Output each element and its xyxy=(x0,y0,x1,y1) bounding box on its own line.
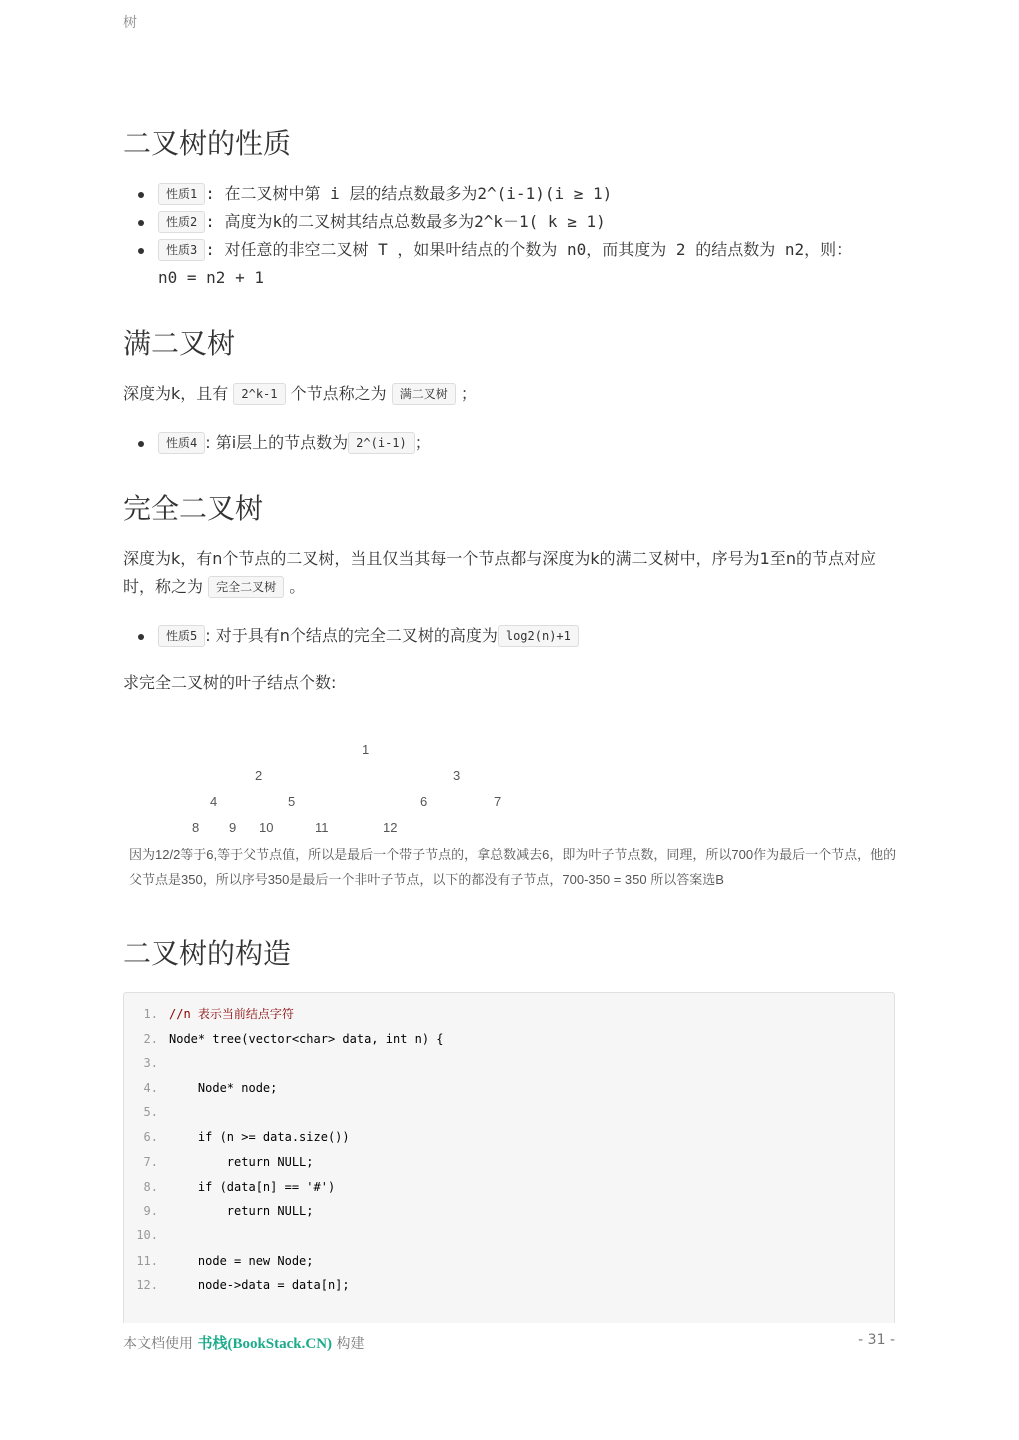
tree-node: 8 xyxy=(192,820,200,835)
list-item xyxy=(123,208,895,236)
code-line xyxy=(124,1223,894,1247)
page-number: - 31 - xyxy=(858,1332,895,1348)
property-text: : 对任意的非空二叉树 T ，如果叶结点的个数为 n0，而其度为 2 的结点数为 n2，则：n0 = n2 + 1 xyxy=(158,240,853,287)
line-number: 4. xyxy=(143,1081,158,1095)
property-tag: 性质2 xyxy=(158,211,205,233)
tree-figure xyxy=(123,730,895,900)
code-source: if (data[n] == '#') xyxy=(169,1180,336,1194)
line-number: 5. xyxy=(143,1105,158,1119)
list-item xyxy=(123,429,895,457)
full-tree-definition xyxy=(123,380,895,408)
code-line xyxy=(124,1150,894,1174)
text: ； xyxy=(414,433,431,452)
inline-code: 2^(i-1) xyxy=(348,432,415,454)
tree-node: 3 xyxy=(453,768,461,783)
line-number: 9. xyxy=(143,1204,158,1218)
tree-node: 4 xyxy=(210,794,218,809)
inline-code: 2^k-1 xyxy=(233,383,285,405)
heading-properties: 二叉树的性质 xyxy=(123,127,292,160)
complete-tree-definition xyxy=(123,545,895,601)
code-line xyxy=(124,1051,894,1075)
property-tag: 性质4 xyxy=(158,432,205,454)
code-source: node = new Node; xyxy=(169,1254,314,1268)
code-line xyxy=(124,1027,894,1051)
tree-node: 10 xyxy=(259,820,274,835)
code-line xyxy=(124,1199,894,1223)
property-text: : 第i层上的节点数为 xyxy=(205,433,349,452)
tree-node: 9 xyxy=(229,820,237,835)
list-item xyxy=(123,236,895,292)
tree-node: 1 xyxy=(362,742,370,757)
property-text: : 对于具有n个结点的完全二叉树的高度为 xyxy=(205,626,498,645)
code-source: return NULL; xyxy=(169,1155,314,1169)
text: 。 xyxy=(289,577,306,596)
code-block xyxy=(123,992,895,1323)
tree-node: 2 xyxy=(255,768,263,783)
heading-complete-tree: 完全二叉树 xyxy=(123,492,264,525)
footer-suffix: 构建 xyxy=(336,1336,365,1352)
tree-node: 5 xyxy=(288,794,296,809)
code-line xyxy=(124,1175,894,1199)
property-tag: 性质3 xyxy=(158,239,205,261)
line-number: 12. xyxy=(136,1278,158,1292)
question-text: 求完全二叉树的叶子结点个数: xyxy=(123,673,337,692)
footer-prefix: 本文档使用 xyxy=(123,1336,193,1352)
property-text: : 在二叉树中第 i 层的结点数最多为2^(i-1)(i ≥ 1) xyxy=(205,184,613,203)
complete-tree-list xyxy=(123,622,895,650)
line-number: 8. xyxy=(143,1180,158,1194)
line-number: 3. xyxy=(143,1056,158,1070)
code-line xyxy=(124,1273,894,1297)
tree-node: 7 xyxy=(494,794,502,809)
list-item xyxy=(123,180,895,208)
tree-node: 11 xyxy=(315,820,329,835)
line-number: 11. xyxy=(136,1254,158,1268)
code-line xyxy=(124,1100,894,1124)
code-line xyxy=(124,1249,894,1273)
brand-link[interactable]: 书栈(BookStack.CN) xyxy=(197,1336,333,1352)
line-number: 1. xyxy=(143,1007,158,1021)
code-line xyxy=(124,1125,894,1149)
property-tag: 性质1 xyxy=(158,183,205,205)
text: ； xyxy=(460,384,477,403)
code-source: //n 表示当前结点字符 xyxy=(169,1007,294,1021)
full-tree-list xyxy=(123,429,895,457)
code-source: node->data = data[n]; xyxy=(169,1278,350,1292)
code-line xyxy=(124,1076,894,1100)
text: 深度为k，有n个节点的二叉树，当且仅当其每一个节点都与深度为k的满二叉树中，序号为1至n的节点对应时，称之为 xyxy=(123,549,876,596)
code-line xyxy=(124,1002,894,1026)
code-source: Node* tree(vector<char> data, int n) { xyxy=(169,1032,444,1046)
property-tag: 性质5 xyxy=(158,625,205,647)
inline-code: 完全二叉树 xyxy=(208,576,284,598)
text: 深度为k，且有 xyxy=(123,384,229,403)
tree-node: 6 xyxy=(420,794,428,809)
footer-credit xyxy=(123,1332,365,1353)
heading-full-tree: 满二叉树 xyxy=(123,327,236,360)
line-number: 10. xyxy=(136,1228,158,1242)
code-source: return NULL; xyxy=(169,1204,314,1218)
running-header: 树 xyxy=(123,15,137,31)
property-text: : 高度为k的二叉树其结点总数最多为2^k－1( k ≥ 1) xyxy=(205,212,606,231)
code-source: if (n >= data.size()) xyxy=(169,1130,350,1144)
inline-code: log2(n)+1 xyxy=(498,625,579,647)
properties-list xyxy=(123,180,895,292)
heading-construct: 二叉树的构造 xyxy=(123,937,292,970)
figure-note: 因为12/2等于6,等于父节点值，所以是最后一个带子节点的，拿总数减去6，即为叶子节点数，同理，所以700作为最后一个节点，他的父节点是350，所以序号350是最后一个非叶子节点，以下的都没有子节点，700-350 = 350 所以答案选B xyxy=(129,847,897,887)
code-source: Node* node; xyxy=(169,1081,278,1095)
inline-code: 满二叉树 xyxy=(392,383,456,405)
tree-node: 12 xyxy=(383,820,398,835)
text: 个节点称之为 xyxy=(290,384,387,403)
list-item xyxy=(123,622,895,650)
line-number: 7. xyxy=(143,1155,158,1169)
line-number: 2. xyxy=(143,1032,158,1046)
line-number: 6. xyxy=(143,1130,158,1144)
